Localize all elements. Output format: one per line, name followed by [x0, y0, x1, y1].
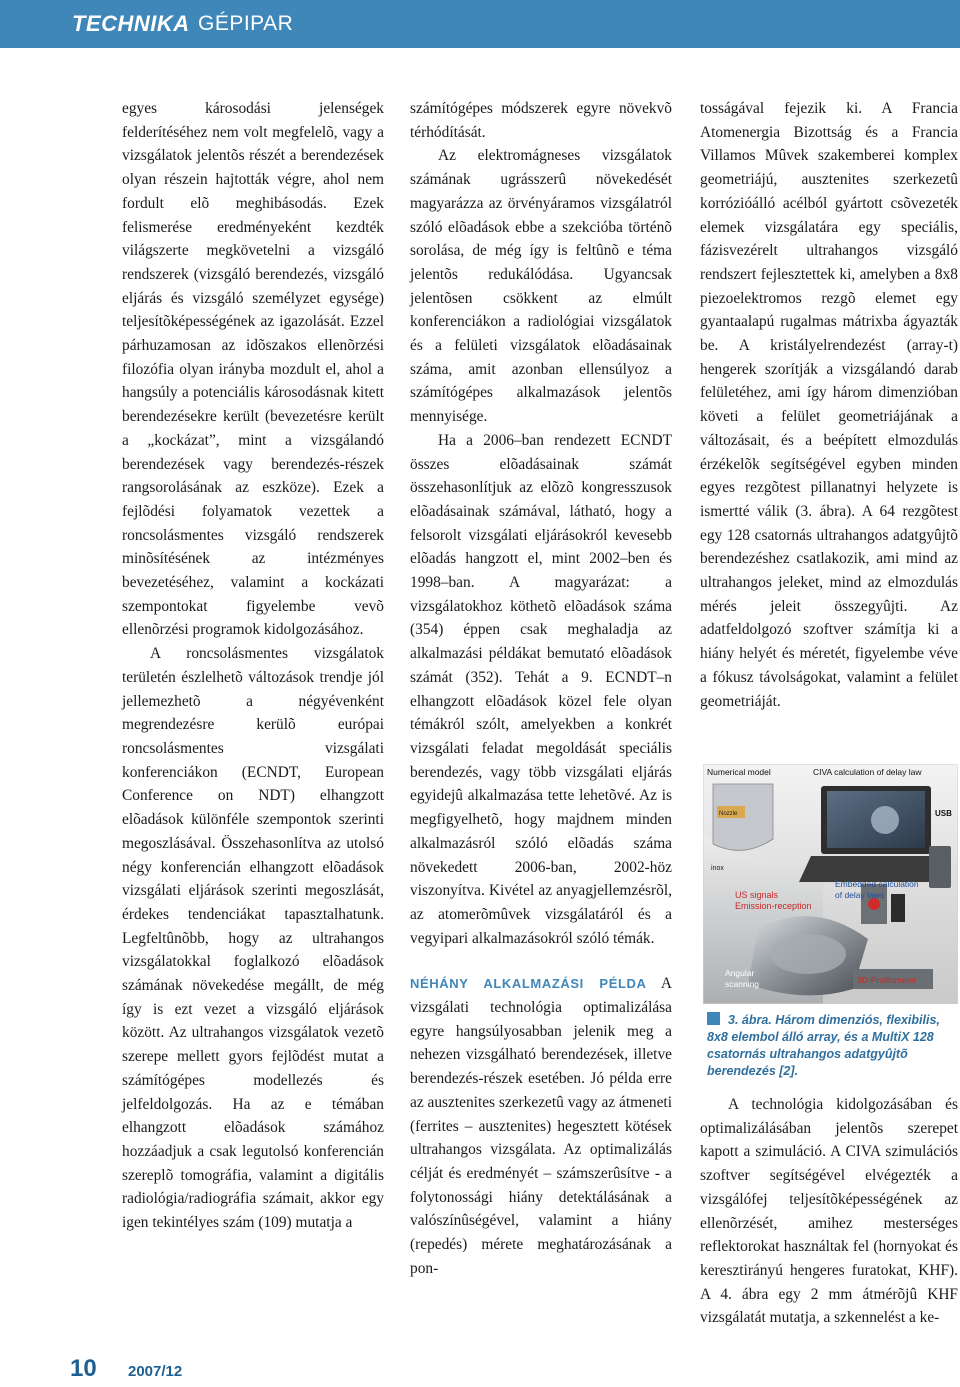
section-title: TECHNIKA	[72, 11, 190, 36]
figure-3-image	[703, 764, 958, 1004]
col3-paragraph-1: tosságával fejezik ki. A Francia Atomenergia Bizottság és a Francia Villamos Mûvek szakemberei komplex geometriájú, ausztenites szerkezetû korrózióálló acélból gyártott csõvezeték elemek vizsgálatára egy speciális, fázisvezérelt ultrahangos vizsgáló rendszert fejlesztettek ki, amelyben a 8x8 piezoelektromos rezgõ elemet egy gyantaalapú rugalmas mátrixba ágyazták be. A kristályelrendezést (array-t) hengerek szorítják a vizsgálandó darab felületéhez, ami így három dimenzióban követi a felület geometriájának a változásait, és a beépített elmozdulás érzékelõk segítségével egyben minden egyes rezgõtest pillanatnyi helyzete is ismertté válik (3. ábra). A 64 rezgõtest egy 128 csatornás ultrahangos adatgyûjtõ berendezéshez csatlakozik, ami mind az ultrahangos jeleket, mind az elmozdulás mérés jeleit összegyûjti. Az adatfeldolgozó szoftver számítja ki a hiány helyét és méretét, figyelembe véve a fókusz távolságokat, valamint a felület geometriáját.	[700, 100, 958, 710]
fig-label-numerical-model: Numerical model	[707, 767, 771, 777]
fig-label-nozzle: Nozzle	[719, 811, 738, 817]
fig-label-emission: Emission-reception	[735, 901, 812, 911]
fig-label-civa: CIVA calculation of delay law	[813, 767, 922, 777]
subsection-title: GÉPIPAR	[198, 12, 294, 35]
fig-label-angular: Angular	[725, 968, 755, 978]
caption-marker	[707, 1012, 720, 1025]
issue-number: 2007/12	[128, 1363, 183, 1380]
column-1	[122, 97, 384, 1235]
page-number: 10	[70, 1355, 97, 1382]
fig-label-us-signals: US signals	[735, 890, 779, 900]
col2-paragraph-4	[410, 972, 672, 1280]
fig-label-inox: inox	[711, 865, 724, 872]
fig-label-usb: USB	[935, 809, 952, 818]
col2-paragraph-3: Ha a 2006–ban rendezett ECNDT összes elõadásainak számát összehasonlítjuk az elõzõ kongresszusok elõadásainak számával, látható, hogy a felsorolt vizsgálati eljárásokról kevesebb elõadás hangzott el, mint 2002–ben és 1998–ban. A magyarázat: a vizsgálatokhoz köthetõ elõadások száma (354) éppen csak meghaladja az alkalmazási példákat bemutató elõadások számát (352). Tehát a 9. ECNDT–n elhangzott elõadások közel fele olyan témákról szólt, amelyekben a konkrét vizsgálati feladat megoldását speciális berendezés, vagy több vizsgálati eljárás egyidejû alkalmazása tette lehetõvé. Az is megfigyelhetõ, hogy majdnem minden alkalmazásról szóló elõadás száma növekedett 2006-ban, 2002-höz viszonyítva. Kivétel az anyagjellemzésrõl, az atomerõmûvek vizsgálatáról és a vegyipari alkalmazásokról szóló témák.	[410, 431, 672, 947]
col2-paragraph-1: számítógépes módszerek egyre növekvõ térhódítását.	[410, 100, 672, 141]
fig-label-delay-laws: of delay laws	[835, 890, 885, 900]
column-3	[700, 97, 958, 713]
fig-label-profilometer: 3D-Profilometer	[857, 975, 917, 985]
fig-label-scanning: scanning	[725, 979, 760, 989]
col1-paragraph-1: egyes károsodási jelenségek felderítéséhez nem volt megfelelõ, vagy a vizsgálatok jelentõs részét a berendezések olyan részein hajtották végre, ahol nem fordult elõ meghibásodás. Ezek felismerése eredményeként kezdték világszerte megkövetelni a vizsgáló rendszerek (vizsgáló berendezés, vizsgáló eljárás és vizsgáló személyzet egysége) teljesítõképességének az igazolását. Ezzel párhuzamosan az idõszakos ellenõrzési filozófia olyan irányba mozdult el, ahol a hangsúly a potenciális károsodásnak kitett berendezésekre került (bevezetésre került a „kockázat”, mint a vizsgálandó berendezések vagy berendezés-részek rangsorolásának az eszköze). Ezek a fejlõdési folyamatok vezettek a roncsolásmentes vizsgáló rendszerek minõsítésének az intézményes bevezetéséhez, valamint a kockázati szempontokat figyelembe vevõ ellenõrzési programok kidolgozásához.	[122, 100, 384, 639]
caption-text: 3. ábra. Három dimenziós, flexibilis, 8x8 elembol álló array, és a MultiX 128 csatornás ultrahangos adatgyûjtõ berendezés [2].	[707, 1013, 940, 1078]
col1-paragraph-2: A roncsolásmentes vizsgálatok területén észlelhetõ változások trendje jól jellemezhetõ a négyévenként megrendezésre kerülõ európai roncsolásmentes vizsgálati konferenciákon (ECNDT, European Conference on NDT) elhangzott elõadások különféle szempontok szerinti megoszlásával. Összehasonlítva az utolsó négy konferencián elhangzott elõadások vizsgálati eljárások szerinti megoszlását, érdekes tendenciákat tapasztalhatunk. Legfeltûnõbb, hogy az ultrahangos vizsgálatokkal foglalkozó elõadások számának növekedése megállt, de még így is ezt vezet a vizsgáló eljárások között. Az ultrahangos vizsgálatok vezetõ szerepe mellett gyors fejlõdést mutat a számítógépes modellezés és jelfeldolgozás. Ha az e témában elhangzott elõadások számához hozzáadjuk a csak legutolsó konferencián szereplõ tomográfia, valamint a digitális radiológia/radiográfia számait, akkor egy igen tekintélyes szám (109) mutatja a	[122, 645, 384, 1232]
figure-caption	[707, 1012, 957, 1080]
header-bar	[0, 0, 960, 48]
col2-paragraph-4-text: A vizsgálati technológia optimalizálása egyre hangsúlyosabban jelenik meg a nehezen vizsgálható berendezések, illetve berendezés-részek esetében. Jó példa erre az ausztenites szerkezetû vagy az átmeneti (ferrites – ausztenites) hegesztett kötések ultrahangos vizsgálata. Az optimalizálás célját és eredményét – számszerûsítve - a folytonossági hiány detektálásának a valószínûségével, valamint a hiány (repedés) mérete meghatározásának a pon-	[410, 975, 672, 1277]
column-3-continued	[700, 1093, 958, 1330]
col2-paragraph-2: Az elektromágneses vizsgálatok számának ugrásszerû növekedését magyarázza az örvényáramos vizsgálatról szóló elõadások ebbe a szekcióba történõ sorolása, de még így is feltûnõ e téma jelentõs redukálódása. Ugyancsak jelentõsen csökkent az elmúlt konferenciákon a radiológiai vizsgálatok és a felületi vizsgálatok elõadásainak száma, amit azonban ellensúlyoz a számítógépes alkalmazások jelentõs mennyisége.	[410, 147, 672, 426]
fig-label-embedded: Embedded calculation	[835, 879, 919, 889]
column-2	[410, 97, 672, 1280]
section-heading: NÉHÁNY ALKALMAZÁSI PÉLDA	[410, 976, 647, 992]
col3-paragraph-2: A technológia kidolgozásában és optimalizálásában jelentõs szerepet kapott a szimuláció. A CIVA szimulációs szoftver segítségével elvégezték a vizsgálófej teljesítõképességének az ellenõrzését, amihez mesterséges reflektorokat használtak fel (hornyokat és keresztirányú hengeres furatokat, KHF). A 4. ábra egy 2 mm átmérõjû KHF vizsgálatát mutatja, a szkennelést a ke-	[700, 1096, 958, 1327]
